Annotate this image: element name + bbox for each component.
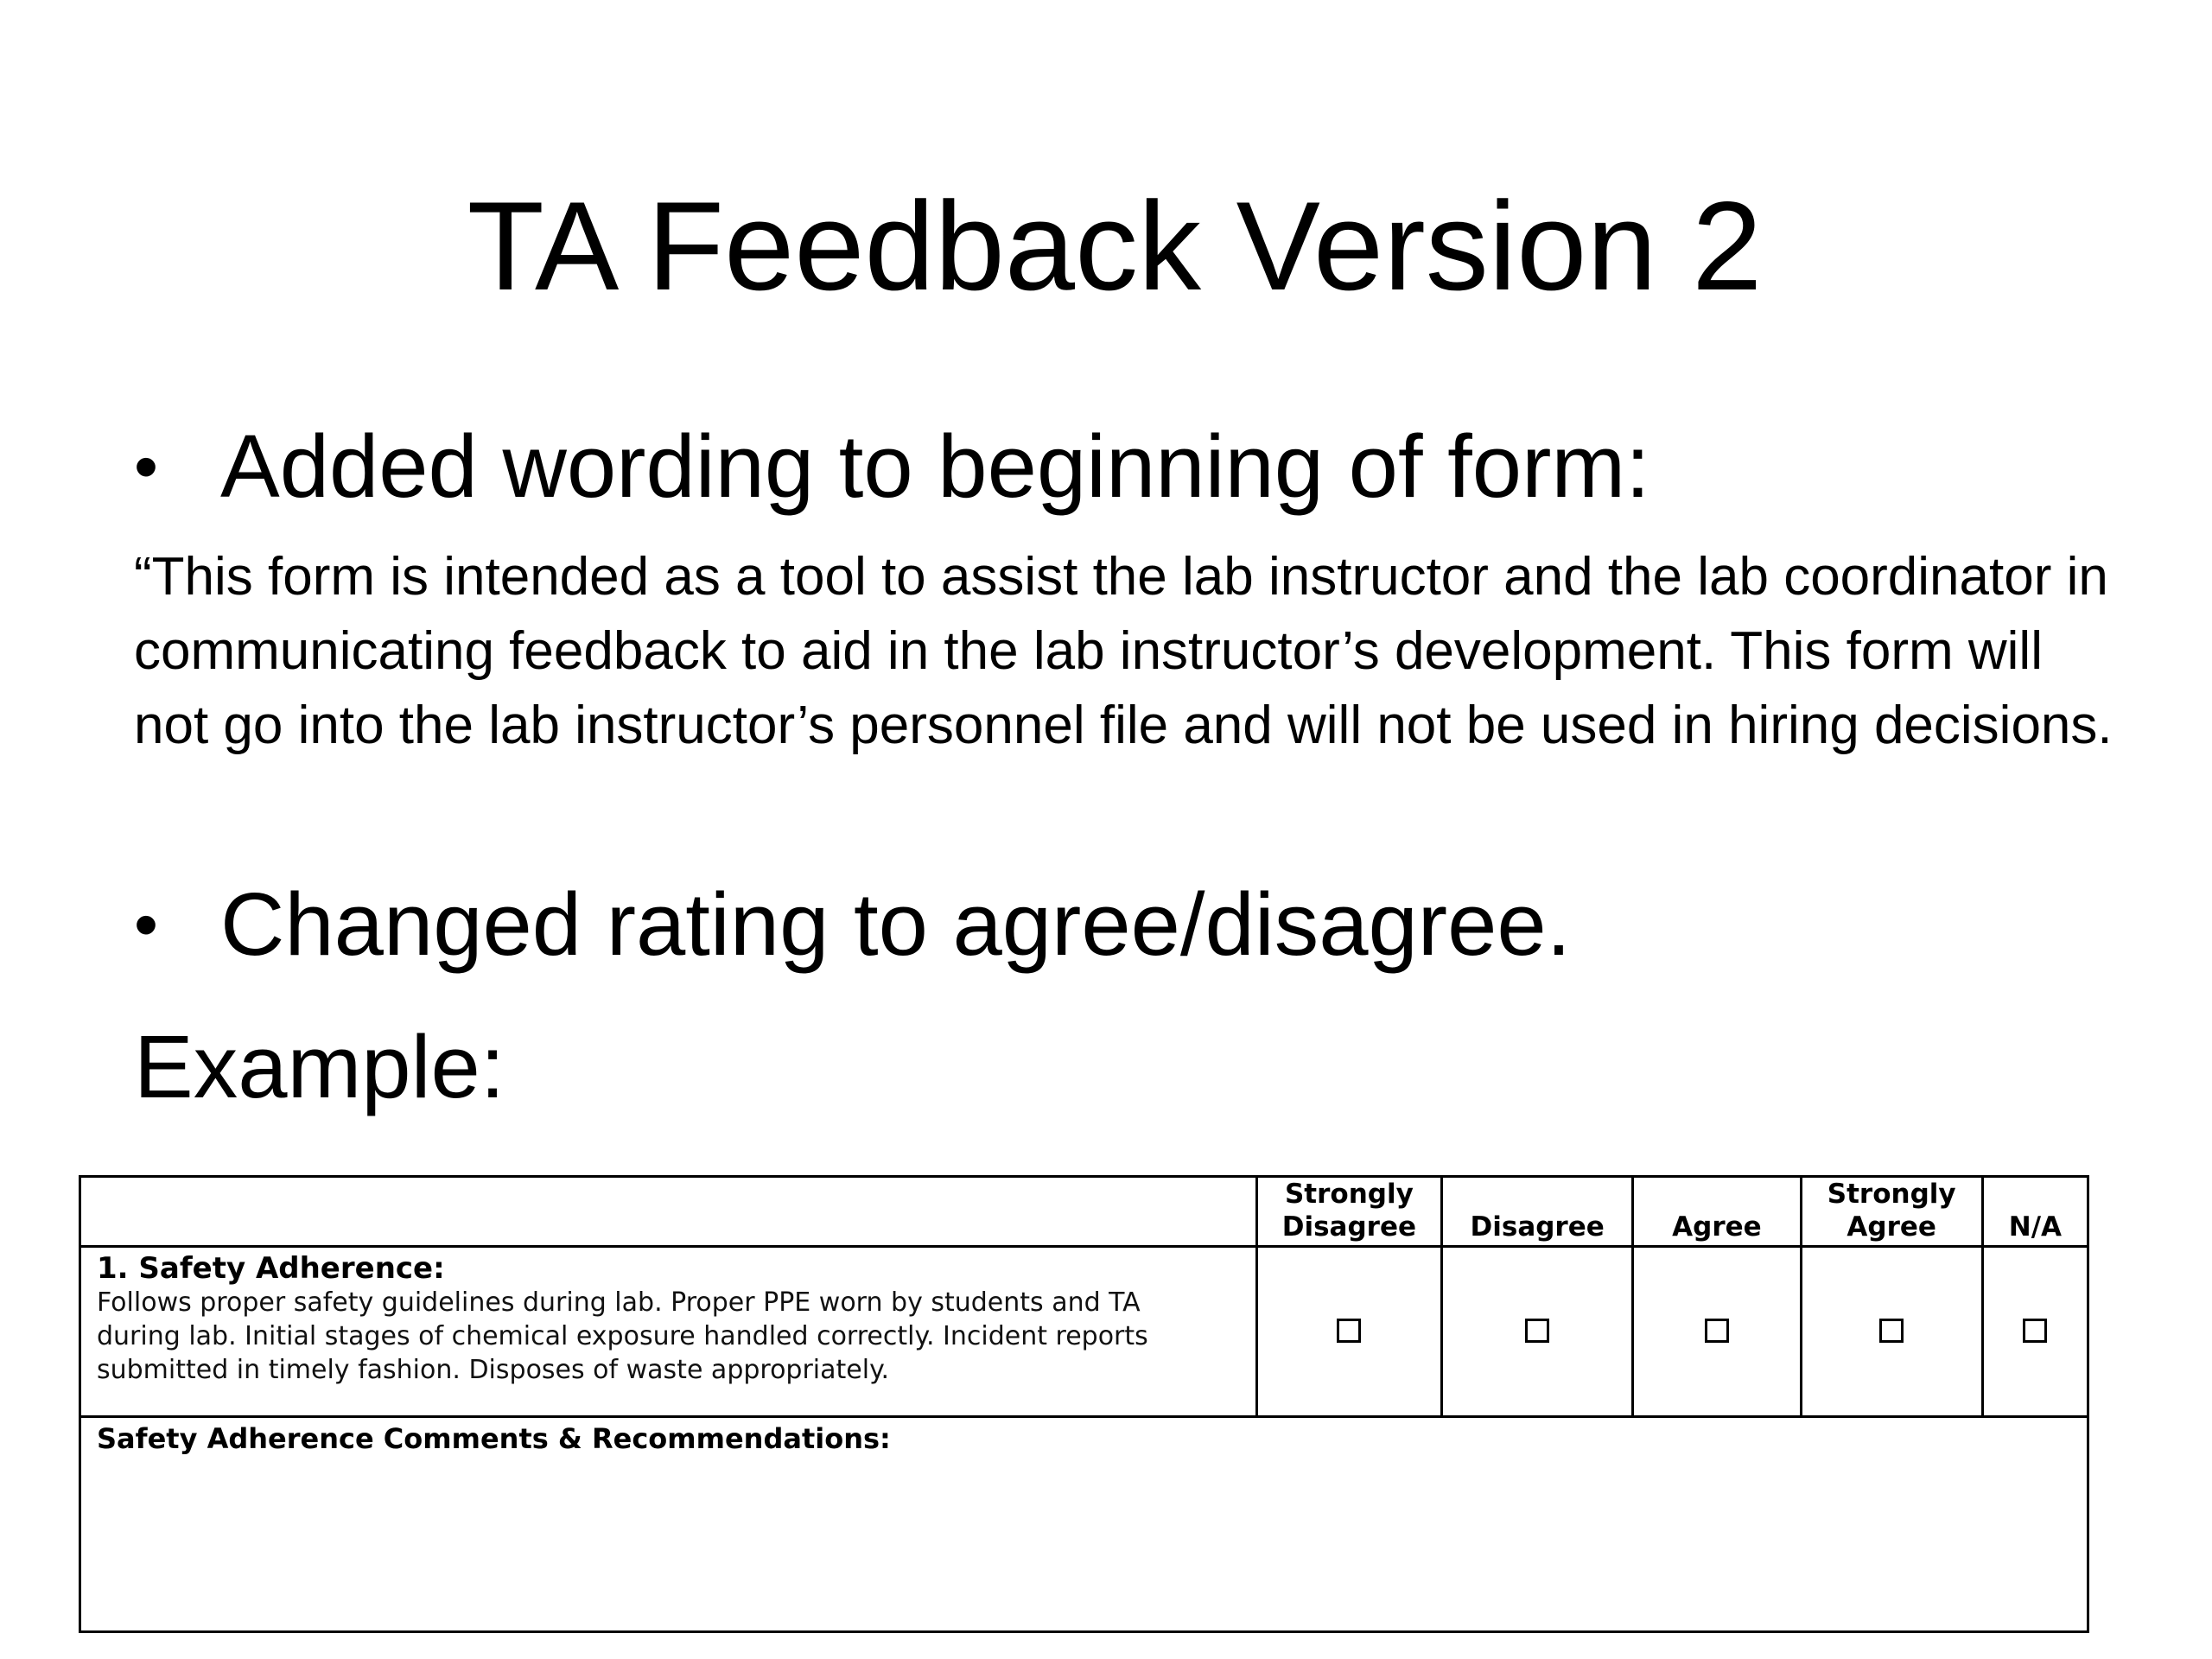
- criterion-description-line: during lab. Initial stages of chemical exposure handled correctly. Incident reports: [97, 1321, 1148, 1351]
- criterion-row-safety-adherence: [80, 1247, 2088, 1417]
- checkbox-strongly-disagree[interactable]: [1337, 1319, 1361, 1343]
- example-label: Example:: [134, 1017, 505, 1116]
- rating-cell-na: [1982, 1247, 2088, 1417]
- header-line: Agree: [1847, 1211, 1936, 1243]
- bullet-text: Added wording to beginning of form:: [220, 416, 1650, 516]
- header-disagree: [1442, 1177, 1633, 1247]
- checkbox-strongly-agree[interactable]: [1879, 1319, 1904, 1343]
- bullet-marker: •: [134, 886, 159, 963]
- header-line: Disagree: [1281, 1211, 1417, 1243]
- checkbox-agree[interactable]: [1705, 1319, 1729, 1343]
- header-na: [1982, 1177, 2088, 1247]
- comments-row: [80, 1417, 2088, 1632]
- header-line: Disagree: [1470, 1211, 1605, 1243]
- feedback-form-table: [79, 1175, 2089, 1633]
- header-line: Strongly: [1827, 1179, 1956, 1210]
- header-strongly-disagree: [1256, 1177, 1441, 1247]
- form-intro-quote: “This form is intended as a tool to assist the lab instructor and the lab coordinator in communicating feedback to aid in the lab instructor’s development. This form will not go into the lab instructor’s personnel file and will not be used in hiring decisions.: [134, 547, 2113, 755]
- rating-cell-strongly-agree: [1801, 1247, 1982, 1417]
- criterion-description: [97, 1286, 1240, 1387]
- criterion-title: 1. Safety Adherence:: [97, 1251, 445, 1286]
- rating-cell-disagree: [1442, 1247, 1633, 1417]
- bullet-changed-rating: [134, 873, 1571, 976]
- header-line: Strongly: [1284, 1179, 1414, 1210]
- rating-cell-strongly-disagree: [1256, 1247, 1441, 1417]
- header-line: N/A: [2008, 1211, 2063, 1243]
- criteria-header-blank: [80, 1177, 1257, 1247]
- checkbox-na[interactable]: [2023, 1319, 2047, 1343]
- header-strongly-agree: [1801, 1177, 1982, 1247]
- comments-cell[interactable]: [80, 1417, 2088, 1632]
- bullet-marker: •: [134, 428, 159, 505]
- comments-label: Safety Adherence Comments & Recommendations:: [97, 1422, 891, 1455]
- header-line: Agree: [1672, 1211, 1762, 1243]
- bullet-text: Changed rating to agree/disagree.: [220, 874, 1572, 974]
- criterion-description-line: submitted in timely fashion. Disposes of waste appropriately.: [97, 1355, 890, 1385]
- criterion-description-line: Follows proper safety guidelines during lab. Proper PPE worn by students and TA: [97, 1287, 1141, 1318]
- checkbox-disagree[interactable]: [1525, 1319, 1549, 1343]
- header-agree: [1633, 1177, 1801, 1247]
- criterion-cell: [80, 1247, 1257, 1417]
- rating-header-row: [80, 1177, 2088, 1247]
- rating-cell-agree: [1633, 1247, 1801, 1417]
- bullet-added-wording: [134, 415, 1650, 518]
- slide-title: TA Feedback Version 2: [467, 175, 1763, 316]
